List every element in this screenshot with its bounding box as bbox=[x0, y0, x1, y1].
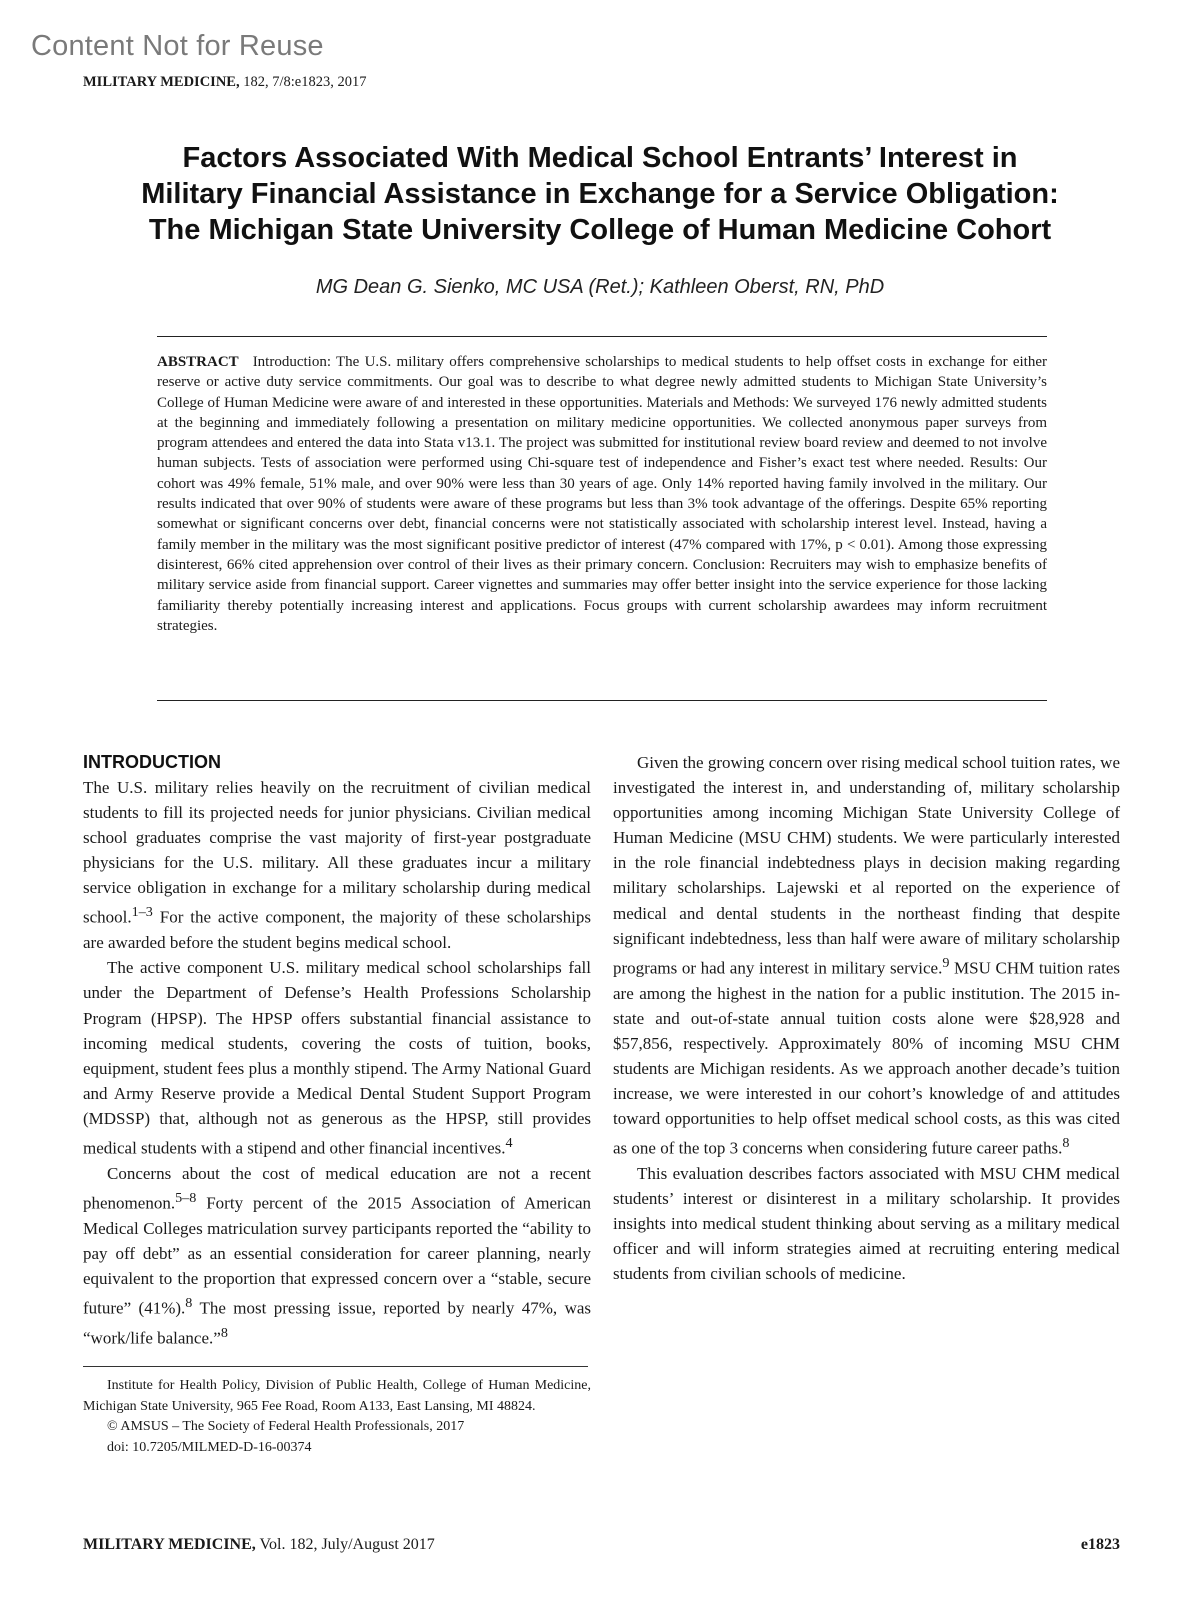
doi-line[interactable]: doi: 10.7205/MILMED-D-16-00374 bbox=[107, 1439, 312, 1455]
left-column bbox=[83, 750, 591, 1350]
citation-ref[interactable]: 8 bbox=[185, 1294, 193, 1311]
journal-citation: 182, 7/8:e1823, 2017 bbox=[243, 74, 367, 90]
footer-issue: Vol. 182, July/August 2017 bbox=[259, 1536, 435, 1553]
footnote-rule bbox=[83, 1366, 588, 1367]
section-heading-introduction: INTRODUCTION bbox=[83, 752, 221, 772]
intro-paragraph-3: Concerns about the cost of medical education are not a recent phenomenon.$^{5-8}$ Forty percent of the 2015 Association of American Medical Colleges matriculation survey participants reported the “ability to pay off debt” as an essential consideration for career planning, nearly equivalent to the proportion that expressed concern over a “stable, secure future” (41%).$^8$ The most pressing issue, reported by nearly 47%, was “work/life balance.”$^8$ bbox=[83, 1163, 592, 1348]
title-line-1: Factors Associated With Medical School Entrants’ Interest in bbox=[182, 142, 1018, 174]
right-column bbox=[613, 750, 1120, 1286]
citation-ref[interactable]: 8 bbox=[220, 1324, 228, 1341]
intro-paragraph-2: The active component U.S. military medical school scholarships fall under the Department of Defense’s Health Professions Scholarship Program (HPSP). The HPSP offers substantial financial assistance to incoming medical students, covering the costs of tuition, books, equipment, student fees plus a monthly stipend. The Army National Guard and Army Reserve provide a Medical Dental Student Support Program (MDSSP) that, although not as generous as the HPSP, still provides medical students with a stipend and other financial incentives.$^4$ bbox=[83, 958, 591, 1158]
copyright-line: © AMSUS – The Society of Federal Health Professionals, 2017 bbox=[107, 1419, 465, 1434]
intro-paragraph-3-continued: Forty percent of the 2015 Association of American Medical Colleges matriculation survey participants reported the “ability to pay off debt” as an essential consideration for career planning, nearly equivalent to the proportion that expressed concern over a “stable, secure future” (41%). bbox=[83, 1193, 591, 1318]
journal-name: MILITARY MEDICINE, bbox=[83, 74, 240, 90]
page-footer-journal bbox=[83, 1536, 435, 1554]
journal-header bbox=[83, 74, 366, 91]
intro-paragraph-5: This evaluation describes factors associated with MSU CHM medical students’ interest or disinterest in a military scholarship. It provides insights into medical student thinking about serving as a military medical officer and will inform strategies aimed at recruiting entering medical students from civilian schools of medicine. bbox=[613, 1163, 1120, 1284]
footnotes bbox=[83, 1376, 591, 1458]
footer-journal-name: MILITARY MEDICINE, bbox=[83, 1536, 256, 1553]
abstract-bottom-rule bbox=[157, 700, 1047, 701]
citation-ref[interactable]: 9 bbox=[942, 954, 950, 971]
title-line-2: Military Financial Assistance in Exchange for a Service Obligation: bbox=[141, 178, 1059, 210]
abstract-text: Introduction: The U.S. military offers comprehensive scholarships to medical students to help offset costs in exchange for either reserve or active duty service commitments. Our goal was to describe to what degree newly admitted students to Michigan State University’s College of Human Medicine were aware of and interested in these opportunities. Materials and Methods: We surveyed 176 newly admitted students at the beginning and immediately following a presentation on military medicine opportunities. We collected anonymous paper surveys from program attendees and entered the data into Stata v13.1. The project was submitted for institutional review board review and deemed to not involve human subjects. Tests of association were performed using Chi-square test of independence and Fisher’s exact test where needed. Results: Our cohort was 49% female, 51% male, and over 90% were less than 30 years of age. Only 14% reported having family involved in the military. Our results indicated that over 90% of students were aware of these programs but less than 3% took advantage of the offerings. Despite 65% reporting somewhat or significant concerns over debt, financial concerns were not statistically associated with scholarship interest level. Instead, having a family member in the military was the most significant positive predictor of interest (47% compared with 17%, p < 0.01). Among those expressing disinterest, 66% cited apprehension over control of their lives as their primary concern. Conclusion: Recruiters may wish to emphasize benefits of military service aside from financial support. Career vignettes and summaries may offer better insight into the service experience for those lacking familiarity thereby potentially increasing interest and applications. Focus groups with current scholarship awardees may inform recruitment strategies. bbox=[157, 354, 1047, 634]
page-number: e1823 bbox=[1080, 1536, 1120, 1553]
title-line-3: The Michigan State University College of Human Medicine Cohort bbox=[148, 214, 1052, 246]
citation-ref[interactable]: 1–3 bbox=[131, 904, 153, 921]
citation-ref[interactable]: 5–8 bbox=[175, 1189, 197, 1206]
citation-ref[interactable]: 8 bbox=[1062, 1135, 1070, 1152]
author-list: MG Dean G. Sienko, MC USA (Ret.); Kathleen Oberst, RN, PhD bbox=[315, 276, 885, 298]
watermark-text: Content Not for Reuse bbox=[31, 30, 324, 62]
intro-paragraph-1: The U.S. military relies heavily on the recruitment of civilian medical students to fill its projected needs for junior physicians. Civilian medical school graduates comprise the vast majority of first-year postgraduate physicians for the U.S. military. All these graduates incur a military service obligation in exchange for a military scholarship during medical school.$^{1-3}$ For the active component, the majority of these scholarships are awarded before the student begins medical school. bbox=[83, 778, 591, 953]
article-title bbox=[60, 140, 1140, 248]
abstract-top-rule bbox=[157, 336, 1047, 337]
abstract-label: ABSTRACT bbox=[157, 354, 239, 370]
author-affiliation: Institute for Health Policy, Division of Public Health, College of Human Medicine, Michigan State University, 965 Fee Road, Room A133, East Lansing, MI 48824. bbox=[83, 1378, 591, 1414]
citation-ref[interactable]: 4 bbox=[505, 1134, 513, 1151]
intro-paragraph-4: Given the growing concern over rising medical school tuition rates, we investigated the interest in, and understanding of, military scholarship opportunities among incoming Michigan State University College of Human Medicine (MSU CHM) students. We were particularly interested in the role financial indebtedness plays in decision making regarding military scholarships. Lajewski et al reported on the experience of medical and dental students in the northeast finding that despite significant indebtedness, less than half were aware of military scholarship programs or had any interest in military service.$^9$ MSU CHM tuition rates are among the highest in the nation for a public institution. The 2015 in-state and out-of-state annual tuition costs alone were $28,928 and $57,856, respectively. Approximately 80% of incoming MSU CHM students are Michigan residents. As we approach another decade’s tuition increase, we were interested in our cohort’s knowledge of and attitudes toward opportunities to help offset medical school costs, as this was cited as one of the top 3 concerns when considering future career paths.$^8$ bbox=[613, 753, 1121, 1158]
abstract-block bbox=[157, 352, 1047, 636]
